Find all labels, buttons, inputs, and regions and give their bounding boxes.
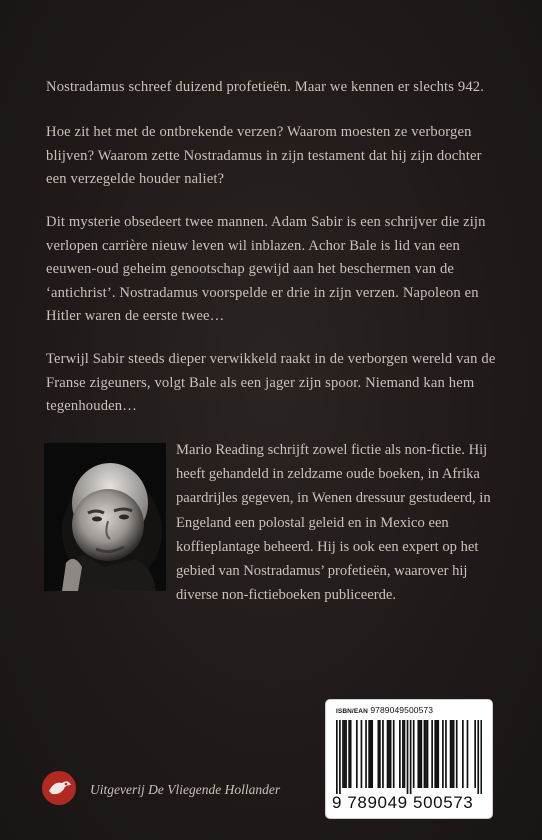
barcode-bar (404, 720, 406, 788)
barcode-bar (467, 720, 469, 788)
barcode-bar (474, 720, 476, 788)
barcode-bar (382, 720, 384, 788)
barcode-bar (417, 720, 419, 788)
barcode-bar (356, 720, 358, 788)
barcode-bar (424, 720, 426, 788)
barcode-bar (399, 720, 401, 788)
barcode-bar (390, 720, 392, 788)
barcode-bar (410, 720, 412, 794)
barcode-bar (413, 720, 415, 788)
barcode-bar (425, 720, 427, 788)
author-portrait-icon (44, 443, 166, 591)
barcode-bar (477, 720, 479, 794)
barcode-bar (436, 720, 438, 788)
barcode-bar (388, 720, 390, 788)
barcode-bar (480, 720, 482, 794)
barcode-bar (368, 720, 370, 788)
publisher-logo-icon (40, 769, 78, 812)
barcode-bar (344, 720, 346, 788)
barcode-bar (402, 720, 404, 788)
barcode-label (326, 700, 492, 818)
blurb-paragraph-3: Dit mysterie obsedeert twee mannen. Adam Sabir is een schrijver die zijn verlopen carrière nieuw leven wil inblazen. Achor Bale is lid van een eeuwen-oud geheim genootschap gewijd aan het beschermen van de ‘antichrist’. Nostradamus voorspelde er drie in zijn verzen. Napoleon en Hitler waren de eerste twee… (46, 214, 486, 325)
barcode-bar (387, 720, 389, 788)
barcode-bar (342, 720, 344, 788)
barcode-bar (427, 720, 429, 788)
blurb-paragraph-1: Nostradamus schreef duizend profetieën. Maar we kennen er slechts 942. (46, 79, 485, 95)
barcode-bar (456, 720, 458, 788)
barcode-bar (445, 720, 447, 788)
barcode-bar (365, 720, 367, 788)
barcode-bar (393, 720, 395, 788)
barcode-bar (370, 720, 372, 788)
blurb-paragraph-4: Terwijl Sabir steeds dieper verwikkeld raakt in de verborgen wereld van de Franse zigeuners, volgt Bale als een jager zijn spoor. Niemand kan hem tegenhouden… (46, 351, 496, 415)
barcode-bar (450, 720, 452, 788)
isbn-top-line (336, 705, 433, 715)
barcode-bar (407, 720, 409, 794)
barcode-bar (434, 720, 436, 788)
barcode-bar (437, 720, 439, 788)
publisher-name: Uitgeverij De Vliegende Hollander (90, 782, 281, 797)
barcode-bar (371, 720, 373, 788)
barcode-bar (377, 720, 379, 788)
barcode-bar (462, 720, 464, 788)
barcode-bar (348, 720, 350, 788)
author-photo (44, 443, 166, 591)
barcode-bar (453, 720, 455, 788)
barcode-bar (421, 720, 423, 788)
isbn-top-number: 9789049500573 (370, 705, 434, 715)
barcode-bar (419, 720, 421, 788)
barcode-bar (361, 720, 363, 788)
barcode-bar (345, 720, 347, 788)
barcode-bar (350, 720, 352, 788)
blurb-paragraph-2: Hoe zit het met de ontbrekende verzen? Waarom moesten ze verborgen blijven? Waarom zette Nostradamus in zijn testament dat hij zijn dochter een verzegelde houder naliet? (46, 124, 482, 188)
barcode-bar (336, 720, 338, 794)
author-bio: Mario Reading schrijft zowel fictie als non-fictie. Hij heeft gehandeld in zeldzame oude boeken, in Afrika paardrijles gegeven, in Wenen dressuur gestudeerd, in Engeland een polostal geleid en in Mexico een koffieplantage beheerd. Hij is ook een expert op het gebied van Nostradamus’ profetieën, waarover hij diverse non-fictieboeken publiceerde. (176, 442, 491, 604)
isbn-bottom-number: 9 789049 500573 (332, 793, 474, 812)
isbn-prefix: ISBN/EAN (336, 708, 368, 715)
barcode-bar (442, 720, 444, 788)
barcode-bar (339, 720, 341, 794)
barcode-bars (336, 720, 482, 794)
barcode-bar (431, 720, 433, 788)
barcode-bar (379, 720, 381, 788)
barcode-bar (451, 720, 453, 788)
